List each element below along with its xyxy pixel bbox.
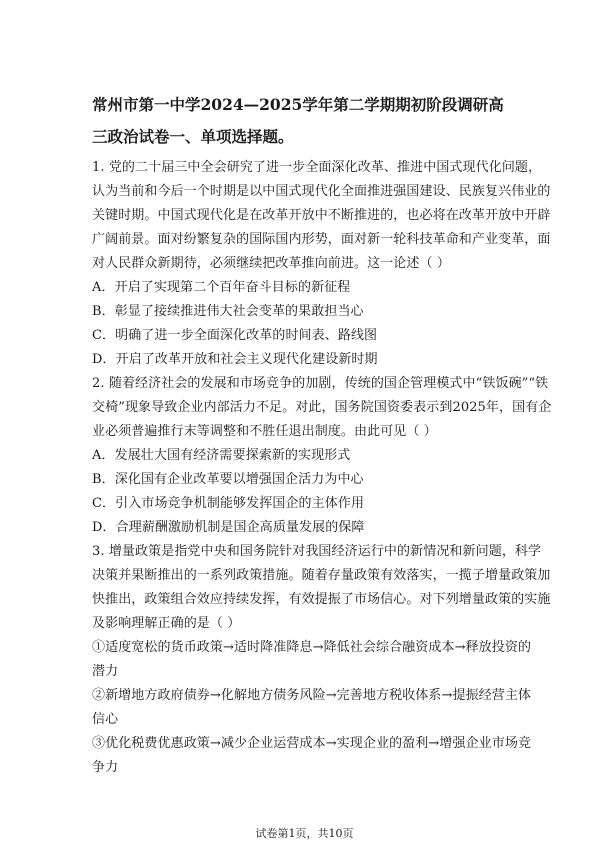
q1-option-c: C．明确了进一步全面深化改革的时间表、路线图	[92, 328, 378, 343]
q3-item-3-cont: 争力	[92, 760, 119, 775]
q3-stem-line: 快推出，政策组合效应持续发挥，有效提振了市场信心。对下列增量政策的实施	[92, 592, 551, 607]
q3-item-1-cont: 潜力	[92, 664, 119, 679]
q2-option-c: C．引入市场竞争机制能够发挥国企的主体作用	[92, 496, 365, 511]
q1-stem-line: 对人民群众新期待，必须继续把改革推向前进。这一论述（ ）	[92, 256, 450, 271]
q1-option-a: A．开启了实现第二个百年奋斗目标的新征程	[92, 280, 351, 295]
q3-stem-line: 决策并果断推出的一系列政策措施。随着存量政策有效落实，一揽子增量政策加	[92, 568, 551, 583]
q3-item-1: ①适度宽松的货币政策→适时降准降息→降低社会综合融资成本→释放投资的	[92, 640, 532, 655]
q3-stem-line: 及影响理解正确的是（ ）	[92, 616, 241, 631]
q2-stem-line: 交椅”现象导致企业内部活力不足。对此，国务院国资委表示到2025年，国有企	[92, 400, 552, 415]
exam-title-line-1: 常州市第一中学2024—2025学年第二学期期初阶段调研高	[92, 95, 504, 114]
exam-title-line-2: 三政治试卷一、单项选择题。	[92, 127, 294, 146]
q1-option-d: D．开启了改革开放和社会主义现代化建设新时期	[92, 352, 378, 367]
q2-stem-line: 2. 随着经济社会的发展和市场竞争的加剧，传统的国企管理模式中“铁饭碗”“铁	[92, 376, 549, 391]
q3-item-2: ②新增地方政府债券→化解地方债务风险→完善地方税收体系→提振经营主体	[92, 688, 532, 703]
page-footer: 试卷第1页，共10页	[255, 827, 354, 840]
q3-item-3: ③优化税费优惠政策→减少企业运营成本→实现企业的盈利→增强企业市场竞	[92, 736, 532, 751]
q2-option-b: B．深化国有企业改革要以增强国企活力为中心	[92, 472, 364, 487]
q1-stem-line: 关键时期。中国式现代化是在改革开放中不断推进的，也必将在改革开放中开辟	[92, 208, 551, 223]
q2-option-a: A．发展壮大国有经济需要探索新的实现形式	[92, 448, 351, 463]
q2-option-d: D．合理薪酬激励机制是国企高质量发展的保障	[92, 520, 365, 535]
q1-stem-line: 广阔前景。面对纷繁复杂的国际国内形势，面对新一轮科技革命和产业变革，面	[92, 232, 551, 247]
q1-stem-line: 认为当前和今后一个时期是以中国式现代化全面推进强国建设、民族复兴伟业的	[92, 184, 551, 199]
q2-stem-line: 业必须普遍推行末等调整和不胜任退出制度。由此可见（ ）	[92, 424, 437, 439]
q3-item-2-cont: 信心	[92, 712, 119, 727]
q3-stem-line: 3. 增量政策是指党中央和国务院针对我国经济运行中的新情况和新问题，科学	[92, 544, 542, 559]
q1-option-b: B．彰显了接续推进伟大社会变革的果敢担当心	[92, 304, 364, 319]
q1-stem-line: 1. 党的二十届三中全会研究了进一步全面深化改革、推进中国式现代化问题，	[92, 160, 542, 175]
